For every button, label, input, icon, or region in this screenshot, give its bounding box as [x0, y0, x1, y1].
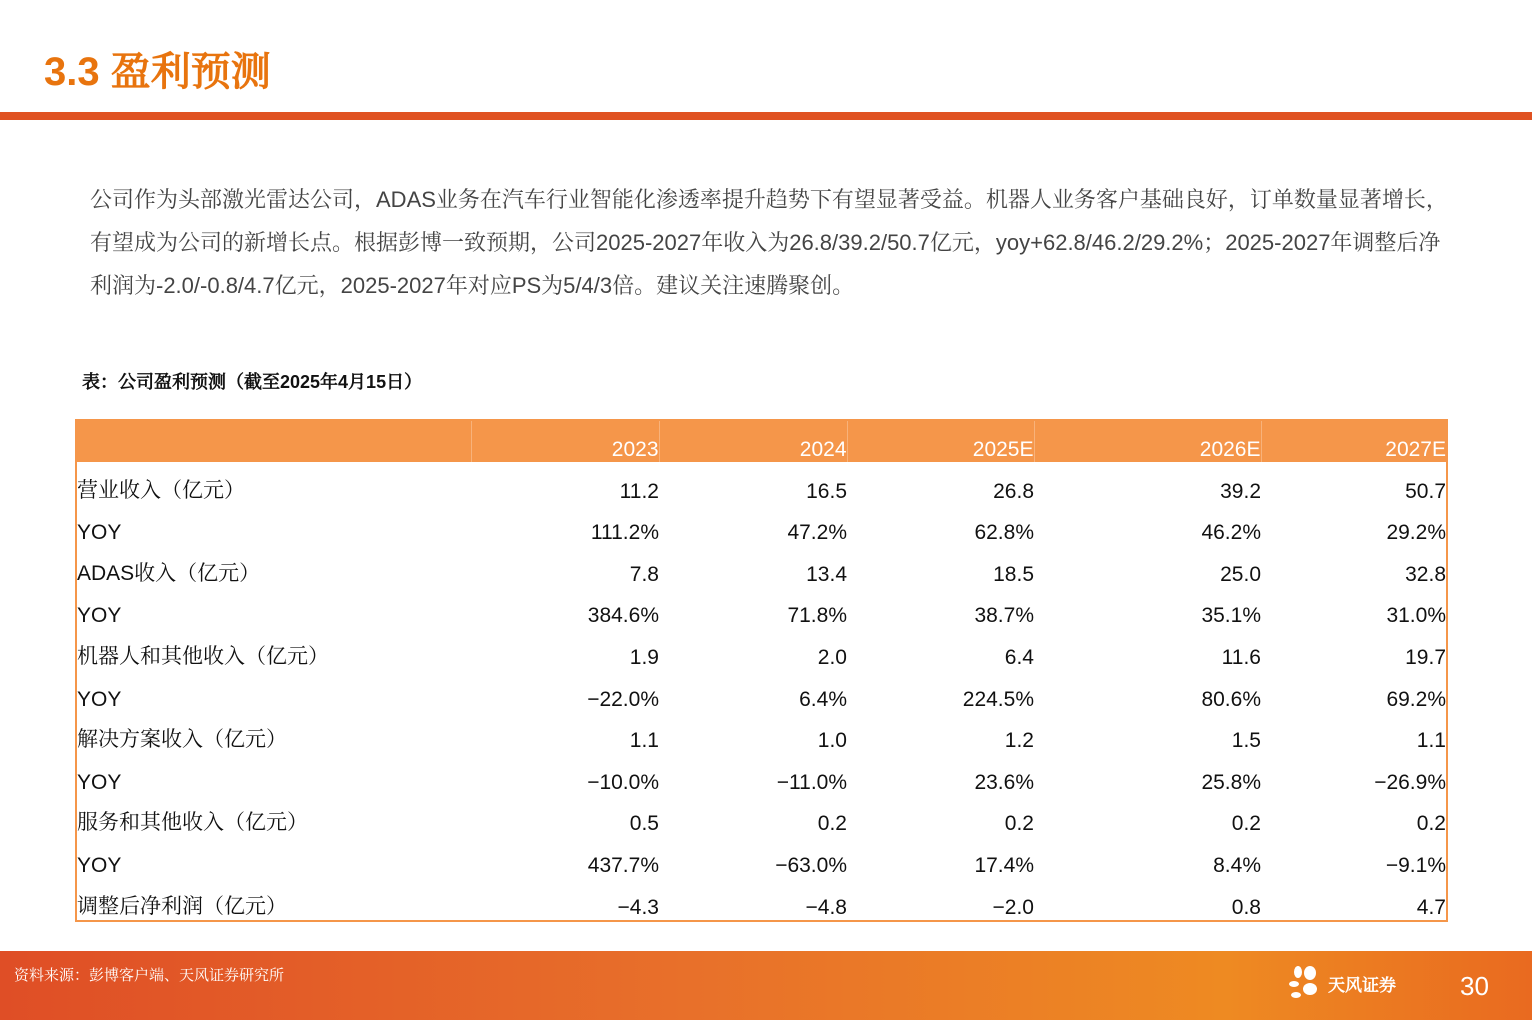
- table-row: [76, 462, 1447, 504]
- table-cell: 7.8: [629, 562, 659, 586]
- row-label: 机器人和其他收入（亿元）: [77, 644, 329, 668]
- table-cell: 0.5: [629, 812, 659, 836]
- column-header: [76, 420, 471, 462]
- table-cell: 29.2%: [1386, 521, 1446, 545]
- row-label: YOY: [77, 521, 122, 545]
- table-cell: 69.2%: [1386, 687, 1446, 711]
- table-row: [76, 628, 1447, 670]
- table-cell: 62.8%: [974, 521, 1034, 545]
- company-logo: [1288, 965, 1396, 1001]
- flower-logo-icon: [1288, 965, 1324, 1001]
- row-label: ADAS收入（亿元）: [77, 561, 261, 585]
- column-header: 2027E: [1261, 420, 1447, 462]
- table-row: [76, 795, 1447, 837]
- table-cell: 437.7%: [587, 853, 659, 877]
- table-cell: 1.9: [629, 645, 659, 669]
- table-cell: 6.4%: [799, 687, 847, 711]
- table-cell: 11.2: [619, 479, 659, 503]
- table-cell: 23.6%: [974, 770, 1034, 794]
- row-label: YOY: [77, 770, 122, 794]
- table-cell: 16.5: [806, 479, 847, 503]
- table-cell: 8.4%: [1213, 853, 1261, 877]
- table-cell: −26.9%: [1374, 770, 1446, 794]
- table-cell: 31.0%: [1386, 604, 1446, 628]
- table-cell: 0.2: [1231, 812, 1261, 836]
- table-cell: 18.5: [993, 562, 1034, 586]
- table-cell: 80.6%: [1201, 687, 1261, 711]
- earnings-forecast-table: [75, 419, 1448, 922]
- row-label: YOY: [77, 853, 122, 877]
- table-cell: 25.8%: [1201, 770, 1261, 794]
- table-cell: −2.0: [992, 895, 1034, 919]
- table-row: [76, 545, 1447, 587]
- table-cell: −4.8: [805, 895, 847, 919]
- table-row: [76, 670, 1447, 712]
- row-label: YOY: [77, 604, 122, 628]
- table-cell: 38.7%: [974, 604, 1034, 628]
- table-cell: 1.1: [629, 729, 659, 753]
- table-cell: 0.2: [1416, 812, 1446, 836]
- table-cell: 47.2%: [787, 521, 847, 545]
- table-cell: 0.8: [1231, 895, 1261, 919]
- table-cell: 1.2: [1004, 729, 1034, 753]
- table-cell: 0.2: [817, 812, 847, 836]
- table-cell: 2.0: [817, 645, 847, 669]
- column-header: 2023: [471, 420, 659, 462]
- table-cell: −10.0%: [587, 770, 659, 794]
- table-cell: −9.1%: [1385, 853, 1446, 877]
- table-cell: 46.2%: [1201, 521, 1261, 545]
- table-row: [76, 836, 1447, 878]
- table-cell: 111.2%: [590, 521, 659, 545]
- row-label: 营业收入（亿元）: [77, 478, 245, 502]
- table-row: [76, 712, 1447, 754]
- table-cell: 35.1%: [1201, 604, 1261, 628]
- table-cell: 1.1: [1416, 729, 1446, 753]
- table-cell: 26.8: [993, 479, 1034, 503]
- title-divider: [0, 112, 1532, 120]
- table-row: [76, 878, 1447, 921]
- table-cell: −63.0%: [775, 853, 847, 877]
- table-cell: 224.5%: [962, 687, 1034, 711]
- table-cell: 50.7: [1405, 479, 1446, 503]
- table-cell: 4.7: [1416, 895, 1446, 919]
- footer-bar: [0, 951, 1532, 1020]
- table-cell: −11.0%: [776, 770, 847, 794]
- row-label: 解决方案收入（亿元）: [77, 728, 287, 752]
- row-label: 服务和其他收入（亿元）: [77, 811, 308, 835]
- table-cell: 17.4%: [974, 853, 1034, 877]
- page-number: 30: [1460, 971, 1489, 1001]
- logo-text: 天风证券: [1328, 975, 1396, 995]
- table-row: [76, 504, 1447, 546]
- table-cell: 6.4: [1004, 645, 1034, 669]
- table-row: [76, 753, 1447, 795]
- table-header-row: [76, 420, 1447, 462]
- column-header: 2025E: [847, 420, 1034, 462]
- table-cell: −22.0%: [587, 687, 659, 711]
- table-cell: 25.0: [1220, 562, 1261, 586]
- row-label: 调整后净利润（亿元）: [77, 894, 287, 918]
- column-header: 2026E: [1034, 420, 1261, 462]
- table-cell: −4.3: [617, 895, 659, 919]
- page-title: 3.3 盈利预测: [44, 50, 271, 94]
- table-cell: 13.4: [806, 562, 847, 586]
- summary-paragraph: 公司作为头部激光雷达公司，ADAS业务在汽车行业智能化渗透率提升趋势下有望显著受益。机器人业务客户基础良好，订单数量显著增长，有望成为公司的新增长点。根据彭博一致预期，公司2025-2027年收入为26.8/39.2/50.7亿元，yoy+62.8/46.2/29.2%；2025-2027年调整后净利润为-2.0/-0.8/4.7亿元，2025-2027年对应PS为5/4/3倍。建议关注速腾聚创。: [90, 187, 1448, 298]
- source-note: 资料来源：彭博客户端、天风证券研究所: [14, 967, 285, 984]
- table-cell: 32.8: [1405, 562, 1446, 586]
- row-label: YOY: [77, 687, 122, 711]
- table-row: [76, 587, 1447, 629]
- table-caption: 表：公司盈利预测（截至2025年4月15日）: [82, 372, 423, 392]
- table-cell: 11.6: [1221, 645, 1261, 669]
- table-cell: 19.7: [1405, 645, 1446, 669]
- table-cell: 71.8%: [787, 604, 847, 628]
- table-cell: 0.2: [1004, 812, 1034, 836]
- table-cell: 1.0: [817, 729, 847, 753]
- table-cell: 384.6%: [587, 604, 659, 628]
- table-cell: 39.2: [1220, 479, 1261, 503]
- table-cell: 1.5: [1231, 729, 1261, 753]
- column-header: 2024: [659, 420, 847, 462]
